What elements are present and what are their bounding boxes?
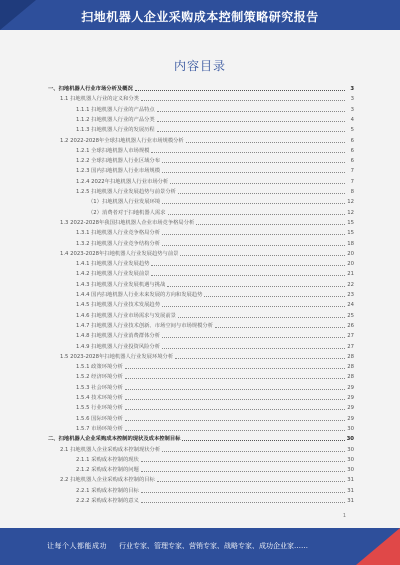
toc-entry-page: 29 (347, 415, 354, 422)
toc-entry[interactable] (48, 282, 354, 289)
toc-dot-leader (125, 430, 345, 431)
toc-entry-label: （1）扫地机器人行业发展环境 (88, 199, 161, 206)
toc-entry-page: 3 (350, 86, 354, 92)
toc-entry[interactable] (48, 107, 354, 114)
toc-entry-label: 1.4.6 扫地机器人行业市场需求与发展前景 (76, 312, 176, 319)
toc-dot-leader (125, 409, 345, 410)
toc-entry[interactable] (48, 86, 354, 93)
toc-entry-label: 1.3.1 扫地机器人行业竞争格局分析 (76, 230, 161, 237)
report-header-bar (0, 0, 400, 30)
toc-dot-leader (162, 203, 345, 204)
toc-entry-page: 12 (347, 199, 354, 206)
toc-entry[interactable] (48, 230, 354, 237)
toc-entry-page: 20 (347, 261, 354, 268)
toc-dot-leader (157, 121, 345, 122)
toc-entry[interactable] (48, 271, 354, 278)
toc-dot-leader (125, 399, 345, 400)
toc-entry-label: 1.5.2 经济环境分析 (76, 374, 123, 381)
toc-entry-label: 1.4.8 扫地机器人行业消费群体分析 (76, 333, 161, 340)
toc-dot-leader (151, 275, 345, 276)
toc-entry-label: 2.2.2 采购成本控制的意义 (76, 498, 139, 504)
toc-dot-leader (125, 378, 345, 379)
toc-dot-leader (141, 461, 345, 462)
toc-dot-leader (196, 224, 345, 225)
toc-entry[interactable] (48, 364, 354, 371)
toc-dot-leader (215, 327, 345, 328)
toc-entry-label: 1.2.3 国内扫地机器人行业市场规模 (76, 168, 161, 175)
toc-entry-page: 7 (350, 178, 354, 185)
toc-entry-page: 4 (350, 116, 354, 123)
toc-entry[interactable] (48, 344, 354, 351)
toc-entry[interactable] (48, 477, 354, 484)
toc-entry-label: 1.5.1 政策环境分析 (76, 364, 123, 371)
footer-slogan: 让每个人都能成功 (47, 542, 107, 550)
toc-entry-page: 30 (346, 436, 354, 443)
toc-entry-page: 21 (347, 271, 354, 278)
toc-entry-page: 6 (350, 158, 354, 165)
toc-entry[interactable] (48, 292, 354, 299)
footer-bar (0, 528, 400, 565)
toc-entry[interactable] (48, 333, 354, 340)
toc-entry-page: 30 (347, 446, 354, 453)
toc-entry-label: 1.4.4 国内扫地机器人行业未来发展的方向和发展趋势 (76, 292, 203, 298)
toc-heading: 内容目录 (173, 59, 226, 73)
toc-entry[interactable] (48, 323, 354, 330)
toc-entry[interactable] (48, 467, 354, 474)
toc-entry[interactable] (48, 426, 354, 433)
toc-dot-leader (151, 265, 345, 266)
toc-entry-page: 31 (347, 477, 354, 484)
toc-dot-leader (178, 193, 345, 194)
toc-entry-page: 12 (347, 209, 354, 216)
toc-entry-page: 22 (347, 281, 354, 288)
toc-dot-leader (204, 296, 345, 297)
toc-dot-leader (125, 389, 345, 390)
toc-dot-leader (162, 172, 345, 173)
toc-dot-leader (141, 471, 345, 472)
toc-entry-label: 1.4.2 扫地机器人行业发展前景 (76, 271, 150, 278)
toc-entry[interactable] (48, 148, 354, 155)
toc-dot-leader (157, 111, 345, 112)
toc-dot-leader (162, 234, 345, 235)
toc-entry-page: 25 (347, 312, 354, 319)
toc-entry-page: 28 (347, 353, 354, 360)
toc-entry-page: 15 (347, 230, 354, 237)
toc-entry-page: 28 (347, 374, 354, 381)
report-title: 扫地机器人企业采购成本控制策略研究报告 (81, 10, 319, 24)
toc-dot-leader (175, 358, 345, 359)
toc-entry[interactable] (48, 405, 354, 412)
toc-dot-leader (168, 214, 345, 215)
toc-dot-leader (162, 162, 345, 163)
toc-dot-leader (125, 368, 345, 369)
toc-entry-label: 1.1.3 扫地机器人行业的发展历程 (76, 127, 155, 134)
toc-entry-label: 1.2.2 全球扫地机器人行业区域分布 (76, 158, 161, 165)
toc-entry-label: （2）消费者对于扫地机器人需求 (88, 209, 166, 216)
toc-entry-page: 27 (347, 343, 354, 350)
toc-dot-leader (180, 255, 345, 256)
toc-dot-leader (141, 100, 345, 101)
footer-red-decoration (356, 528, 400, 565)
toc-dot-leader (151, 152, 345, 153)
toc-entry-label: 1.5 2023-2028年扫地机器人行业发展环境分析 (60, 353, 174, 360)
toc-entry-page: 20 (347, 250, 354, 257)
toc-entry[interactable] (48, 127, 354, 134)
toc-entry-label: 2.1.1 采购成本控制的现状 (76, 456, 139, 463)
toc-entry[interactable] (48, 117, 354, 124)
toc-entry-label: 1.4.9 扫地机器人行业投资风险分析 (76, 343, 161, 350)
toc-dot-leader (162, 337, 345, 338)
toc-entry[interactable] (48, 261, 354, 268)
toc-entry[interactable] (48, 168, 354, 175)
toc-entry[interactable] (48, 374, 354, 381)
toc-entry-page: 28 (347, 364, 354, 371)
toc-entry-label: 1.5.6 国际环境分析 (76, 415, 123, 422)
toc-entry-page: 29 (347, 405, 354, 412)
toc-entry-label: 1.4.1 扫地机器人行业发展趋势 (76, 261, 150, 268)
toc-entry[interactable] (48, 138, 354, 145)
toc-entry-label: 二、扫地机器人企业采购成本控制的现状及成本控制目标 (48, 436, 181, 443)
toc-entry-label: 1.4.3 扫地机器人行业发展机遇与挑战 (76, 281, 166, 288)
toc-dot-leader (182, 440, 345, 441)
toc-dot-leader (157, 481, 345, 482)
toc-entry[interactable] (48, 199, 354, 206)
toc-entry[interactable] (48, 385, 354, 392)
toc-entry[interactable] (48, 488, 354, 495)
toc-entry-page: 5 (350, 127, 354, 134)
toc-entry-page: 29 (347, 384, 354, 391)
toc-dot-leader (178, 317, 345, 318)
toc-entry-label: 2.1 扫地机器人企业采购成本控制现状分析 (60, 446, 161, 453)
toc-entry-label: 1.4.5 扫地机器人行业技术发展趋势 (76, 302, 161, 309)
toc-entry-page: 27 (347, 333, 354, 340)
toc-dot-leader (162, 348, 345, 349)
toc-entry-label: 1.1 扫地机器人行业的定义和分类 (60, 96, 139, 103)
toc-entry-page: 7 (350, 168, 354, 175)
toc-dot-leader (157, 131, 345, 132)
toc-entry[interactable] (48, 395, 354, 402)
toc-entry-page: 31 (347, 487, 354, 494)
toc-dot-leader (162, 306, 345, 307)
toc-entry-page: 3 (350, 106, 354, 113)
toc-entry-label: 1.2 2022-2028年全球扫地机器人行业市场规模分析 (60, 137, 184, 144)
toc-dot-leader (135, 90, 345, 91)
toc-dot-leader (125, 420, 345, 421)
toc-entry[interactable] (48, 210, 354, 217)
page-number: 1 (342, 513, 346, 519)
toc-dot-leader (162, 451, 345, 452)
toc-dot-leader (141, 492, 345, 493)
toc-entry-page: 23 (347, 292, 354, 298)
toc-entry-page: 30 (347, 456, 354, 463)
toc-entry[interactable] (48, 241, 354, 248)
toc-entry-page: 6 (350, 137, 354, 144)
toc-entry[interactable] (48, 158, 354, 165)
toc-entry-page: 3 (350, 96, 354, 103)
toc-entry[interactable] (48, 179, 354, 186)
table-of-contents (48, 86, 354, 508)
toc-entry[interactable] (48, 302, 354, 309)
toc-entry-page: 6 (350, 147, 354, 154)
toc-dot-leader (186, 142, 345, 143)
toc-dot-leader (141, 502, 345, 503)
toc-entry-page: 18 (347, 240, 354, 247)
toc-entry-label: 1.5.7 市场环境分析 (76, 425, 123, 432)
toc-entry-label: 2.2 扫地机器人企业采购成本控制的目标 (60, 477, 155, 484)
toc-entry[interactable] (48, 447, 354, 454)
toc-entry-page: 29 (347, 395, 354, 401)
toc-entry[interactable] (48, 354, 354, 361)
toc-dot-leader (162, 245, 345, 246)
toc-entry-label: 1.4.7 扫地机器人行业技术创新、市场空间与市场规模分析 (76, 322, 213, 329)
toc-entry-page: 26 (347, 322, 354, 329)
toc-entry-label: 1.4 2023-2028年扫地机器人行业发展趋势与前景 (60, 250, 179, 257)
toc-entry[interactable] (48, 251, 354, 258)
toc-entry-label: 1.5.5 行业环境分析 (76, 405, 123, 412)
toc-entry-label: 1.1.2 扫地机器人行业的产品分类 (76, 116, 155, 123)
toc-entry-label: 2.1.2 采购成本控制的问题 (76, 467, 139, 474)
toc-dot-leader (170, 183, 345, 184)
toc-entry-label: 1.2.5 扫地机器人行业发展趋势与前景分析 (76, 189, 176, 195)
toc-entry[interactable] (48, 96, 354, 103)
toc-entry-label: 1.5.3 社会环境分析 (76, 384, 123, 391)
footer-tags: 行业专家、管理专家、营销专家、战略专家、成功企业家…… (119, 542, 308, 550)
toc-entry-label: 1.2.1 全球扫地机器人市场规模 (76, 147, 150, 154)
toc-entry-label: 1.3 2022-2028年我国扫地机器人企业市场竞争格局分析 (60, 219, 195, 226)
toc-entry-label: 1.2.4 2022年扫地机器人行业市场分析 (76, 178, 169, 185)
toc-entry[interactable] (48, 457, 354, 464)
toc-entry-page: 30 (347, 425, 354, 432)
toc-entry[interactable] (48, 220, 354, 227)
toc-entry[interactable] (48, 436, 354, 443)
toc-entry-page: 31 (347, 498, 354, 504)
toc-entry-label: 1.5.4 技术环境分析 (76, 395, 123, 401)
toc-entry-page: 8 (350, 189, 354, 195)
toc-entry[interactable] (48, 498, 354, 505)
toc-entry[interactable] (48, 416, 354, 423)
toc-entry-page: 24 (347, 302, 354, 309)
toc-entry[interactable] (48, 313, 354, 320)
toc-entry-label: 一、扫地机器人行业市场分析及概况 (48, 86, 133, 92)
toc-entry-page: 30 (347, 467, 354, 474)
toc-entry-label: 1.3.2 扫地机器人行业竞争结构分析 (76, 240, 161, 247)
toc-entry-label: 1.1.1 扫地机器人行业的产品特点 (76, 106, 155, 113)
toc-dot-leader (167, 286, 345, 287)
toc-entry-page: 15 (347, 219, 354, 226)
toc-entry[interactable] (48, 189, 354, 196)
toc-entry-label: 2.2.1 采购成本控制的目标 (76, 487, 139, 494)
